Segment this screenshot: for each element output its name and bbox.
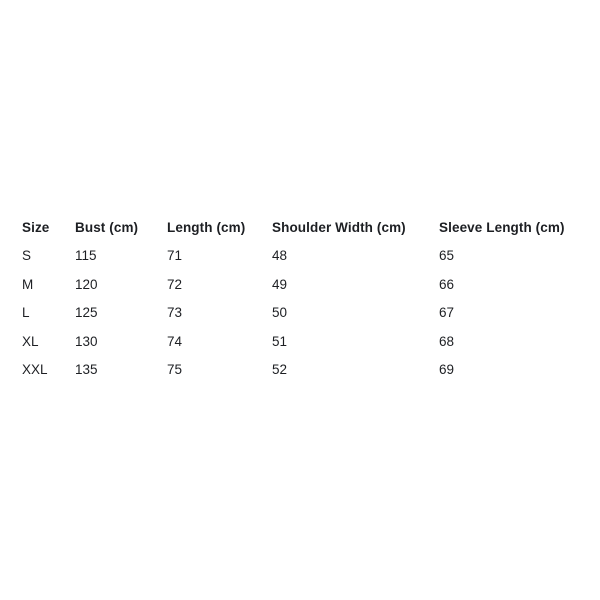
cell-length: 73 [167, 305, 183, 320]
cell-shoulder-width: 49 [272, 276, 288, 292]
cell-sleeve-length: 67 [439, 305, 455, 320]
cell-shoulder-width: 51 [272, 333, 288, 349]
cell-size: XL [22, 333, 39, 349]
cell-length: 75 [167, 362, 183, 377]
cell-size: S [22, 248, 32, 263]
table-row-xxl [22, 356, 565, 385]
cell-bust: 135 [75, 362, 98, 377]
cell-bust: 115 [75, 248, 97, 263]
cell-sleeve-length: 69 [439, 362, 455, 377]
table-row-l [22, 299, 565, 328]
cell-shoulder-width: 52 [272, 362, 288, 377]
table-row-xl [22, 327, 565, 356]
cell-shoulder-width: 50 [272, 305, 288, 320]
cell-length: 72 [167, 276, 183, 292]
size-chart-table [22, 213, 565, 384]
cell-sleeve-length: 65 [439, 248, 455, 263]
cell-size: XXL [22, 362, 48, 377]
table-row-m [22, 270, 565, 299]
size-chart [22, 213, 565, 384]
table-header-row [22, 213, 565, 242]
cell-bust: 130 [75, 333, 98, 349]
column-header-length: Length (cm) [167, 219, 246, 235]
cell-size: M [22, 276, 34, 292]
cell-length: 74 [167, 333, 183, 349]
cell-sleeve-length: 68 [439, 333, 455, 349]
cell-sleeve-length: 66 [439, 276, 455, 292]
cell-size: L [22, 305, 30, 320]
cell-bust: 125 [75, 305, 98, 320]
column-header-bust: Bust (cm) [75, 219, 139, 235]
column-header-shoulder-width: Shoulder Width (cm) [272, 219, 406, 235]
table-row-s [22, 242, 565, 271]
column-header-size: Size [22, 219, 50, 235]
cell-length: 71 [167, 248, 183, 263]
column-header-sleeve-length: Sleeve Length (cm) [439, 219, 565, 235]
cell-shoulder-width: 48 [272, 248, 288, 263]
cell-bust: 120 [75, 276, 98, 292]
